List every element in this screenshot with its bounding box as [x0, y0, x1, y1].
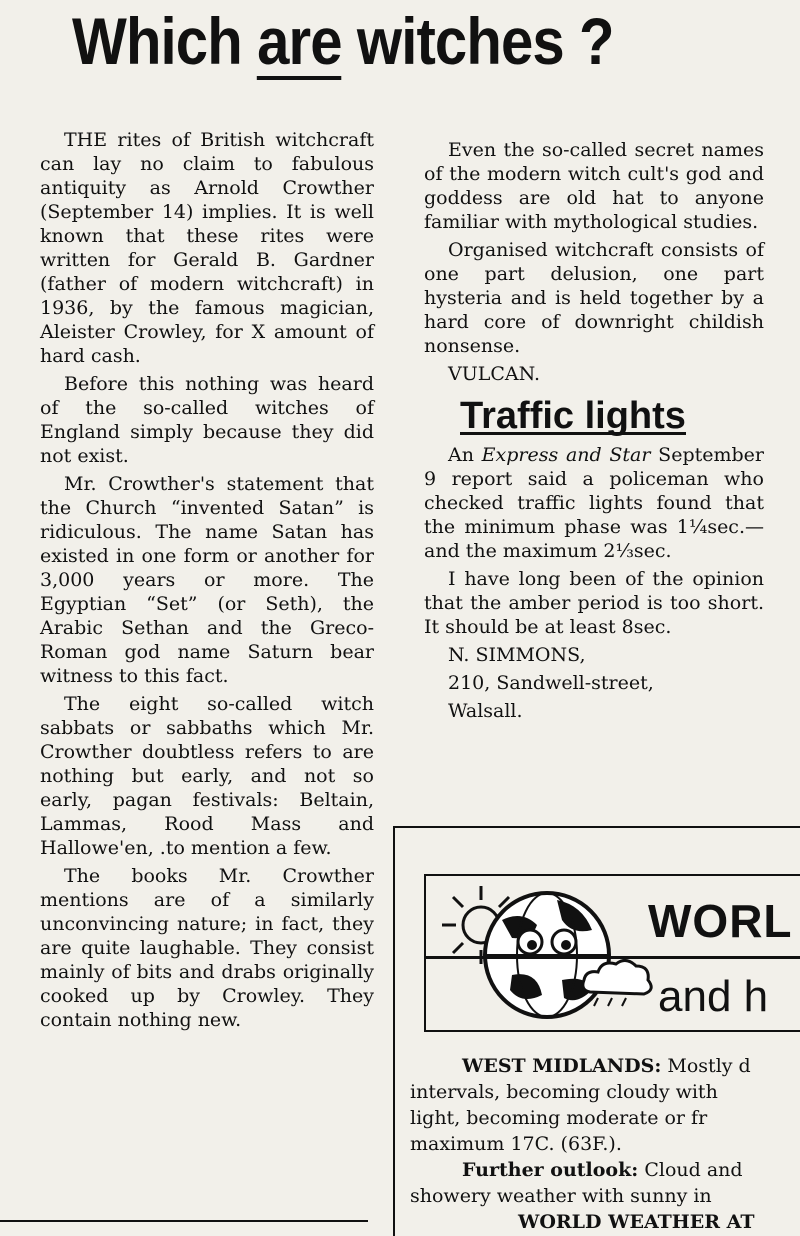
traffic-signature-address: 210, Sandwell-street,: [448, 672, 654, 694]
headline-part2: are: [257, 4, 342, 78]
traffic-signature-town: Walsall.: [448, 700, 523, 722]
traffic-rest: September 9 report said a policeman who checked traffic lights found that the minimum phase was 1¼sec.—and the maximum 2⅓sec.: [424, 444, 764, 562]
weather-banner: [424, 874, 800, 1032]
region-label: WEST MIDLANDS:: [462, 1055, 662, 1077]
banner-divider: [426, 956, 800, 959]
headline-part3: witches ?: [356, 4, 614, 78]
weather-line: [410, 1158, 800, 1182]
letter-column-left: [40, 128, 374, 1036]
headline-part1: Which: [72, 4, 242, 78]
banner-subtitle: and h: [658, 972, 769, 1021]
weather-line: light, becoming moderate or fr: [410, 1107, 708, 1129]
traffic-paragraph: I have long been of the opinion that the amber period is too short. It should be at least 8sec.: [424, 568, 764, 638]
box-rule: [393, 826, 800, 828]
banner-title: WORL: [648, 895, 793, 947]
traffic-lead: An: [448, 444, 482, 466]
traffic-signature-name: N. SIMMONS,: [448, 644, 586, 666]
outlook-label: Further outlook:: [462, 1159, 639, 1181]
weather-line: [410, 1054, 800, 1078]
letter-paragraph: Organised witchcraft consists of one part delusion, one part hysteria and is held together by a hard core of downright childish nonsense.: [424, 239, 764, 357]
cloud-icon: [578, 950, 658, 1010]
headline: [72, 4, 614, 80]
traffic-lights-heading: Traffic lights: [460, 395, 686, 437]
letter-paragraph: Even the so-called secret names of the modern witch cult's god and goddess are old hat to anyone familiar with mythological studies.: [424, 139, 764, 233]
newspaper-name: Express and Star: [481, 444, 651, 466]
column-rule: [0, 1220, 368, 1222]
weather-line: maximum 17C. (63F.).: [410, 1133, 622, 1155]
weather-forecast: [410, 1054, 800, 1236]
letter-paragraph: The eight so-called witch sabbats or sabbaths which Mr. Crowther doubtless refers to are nothing but early, and not so early, pagan festivals: Beltain, Lammas, Rood Mass and Hallowe'en, .to mention a few.: [40, 693, 374, 859]
box-rule-vertical: [393, 826, 395, 1236]
weather-line: showery weather with sunny in: [410, 1185, 712, 1207]
letter-signature: VULCAN.: [448, 363, 541, 385]
outlook-text: Cloud and: [638, 1159, 743, 1181]
letter-paragraph: Before this nothing was heard of the so-called witches of England simply because they did not exist.: [40, 373, 374, 467]
traffic-paragraph: [424, 443, 764, 563]
letter-paragraph: The books Mr. Crowther mentions are of a similarly unconvincing nature; in fact, they are quite laughable. They consist mainly of bits and drabs originally cooked up by Crowley. They contain nothing new.: [40, 865, 374, 1031]
letter-paragraph: THE rites of British witchcraft can lay no claim to fabulous antiquity as Arnold Crowther (September 14) implies. It is well known that these rites were written for Gerald B. Gardner (father of modern witchcraft) in 1936, by the famous magician, Aleister Crowley, for X amount of hard cash.: [40, 129, 374, 367]
weather-footer: WORLD WEATHER AT: [518, 1211, 755, 1233]
letter-column-middle: [424, 138, 764, 727]
region-text: Mostly d: [661, 1055, 751, 1077]
weather-line: intervals, becoming cloudy with: [410, 1081, 718, 1103]
letter-paragraph: Mr. Crowther's statement that the Church “invented Satan” is ridiculous. The name Satan has existed in one form or another for 3,000 years or more. The Egyptian “Set” (or Seth), the Arabic Sethan and the Greco-Roman god name Saturn bear witness to this fact.: [40, 473, 374, 687]
